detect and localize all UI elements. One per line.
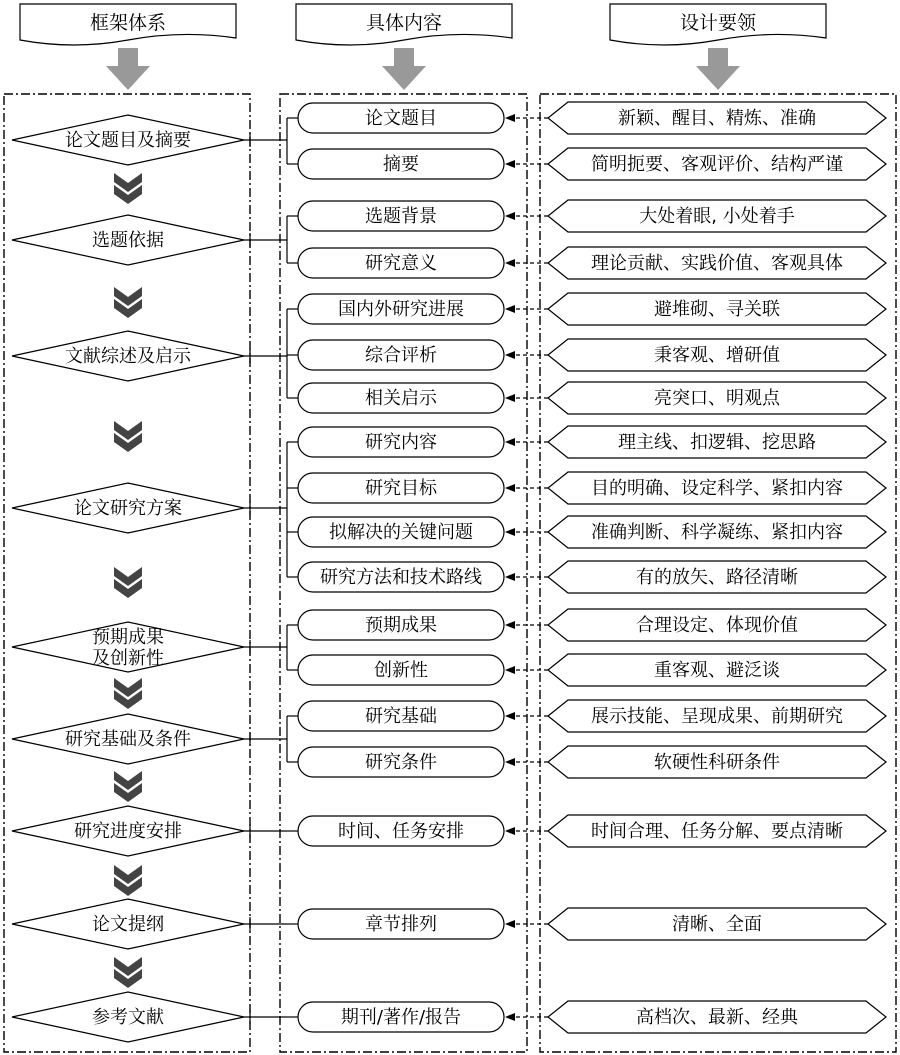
sections-layer: [12, 102, 886, 1042]
content-label: 综合评析: [365, 345, 437, 366]
framework-title: 选题依据: [92, 230, 164, 251]
design-point-label: 有的放矢、路径清晰: [636, 567, 798, 588]
design-point-label: 理主线、扣逻辑、挖思路: [618, 432, 816, 453]
section-5: [12, 609, 886, 686]
gray-arrow-icon: [106, 48, 150, 90]
content-label: 创新性: [374, 660, 428, 681]
design-point-label: 合理设定、体现价值: [636, 615, 798, 636]
framework-title: 研究进度安排: [74, 821, 182, 842]
section-3: [12, 293, 886, 414]
section-1: [12, 102, 886, 180]
gray-arrow-icon: [382, 48, 426, 90]
content-label: 章节排列: [365, 914, 437, 935]
header-framework: [20, 4, 236, 45]
section-2: [12, 200, 886, 279]
framework-title: 研究基础及条件: [65, 729, 191, 750]
design-point-label: 亮突口、明观点: [654, 388, 780, 409]
content-label: 研究意义: [365, 253, 437, 274]
framework-title: 及创新性: [92, 648, 164, 669]
header-design-label: 设计要领: [679, 12, 757, 34]
design-point-label: 时间合理、任务分解、要点清晰: [591, 821, 843, 842]
header-content-label: 具体内容: [365, 12, 443, 34]
design-point-label: 新颖、醒目、精炼、准确: [618, 108, 816, 129]
framework-title: 文献综述及启示: [65, 346, 191, 367]
content-label: 拟解决的关键问题: [329, 522, 473, 543]
header-content: [296, 4, 512, 45]
design-point-label: 展示技能、呈现成果、前期研究: [591, 706, 843, 727]
design-point-label: 重客观、避泛谈: [654, 660, 780, 681]
framework-title: 论文提纲: [92, 914, 164, 935]
design-point-label: 简明扼要、客观评价、结构严谨: [591, 154, 843, 175]
content-label: 研究基础: [365, 706, 437, 727]
content-label: 期刊/著作/报告: [340, 1007, 462, 1028]
gray-arrow-icon: [696, 48, 740, 90]
design-point-label: 大处着眼, 小处着手: [639, 206, 795, 227]
content-label: 摘要: [383, 154, 419, 175]
framework-title: 参考文献: [92, 1007, 164, 1028]
section-8: [12, 899, 886, 949]
design-point-label: 准确判断、科学凝练、紧扣内容: [591, 522, 843, 543]
header-arrows: [106, 48, 740, 90]
header-design: [610, 4, 826, 45]
content-label: 研究目标: [365, 478, 437, 499]
design-point-label: 目的明确、设定科学、紧扣内容: [591, 478, 843, 499]
content-label: 研究条件: [365, 752, 437, 773]
design-point-label: 秉客观、增研值: [654, 345, 780, 366]
design-point-label: 高档次、最新、经典: [636, 1007, 798, 1028]
design-point-label: 软硬性科研条件: [654, 752, 780, 773]
section-6: [12, 700, 886, 778]
framework-title: 论文研究方案: [74, 498, 182, 519]
content-label: 相关启示: [365, 388, 437, 409]
section-7: [12, 806, 886, 856]
framework-title: 预期成果: [92, 627, 164, 648]
design-point-label: 避堆砌、寻关联: [654, 299, 780, 320]
header-framework-label: 框架体系: [89, 12, 167, 34]
content-label: 预期成果: [365, 615, 437, 636]
content-label: 选题背景: [365, 206, 437, 227]
content-label: 时间、任务安排: [338, 821, 464, 842]
design-point-label: 清晰、全面: [672, 914, 762, 935]
content-label: 国内外研究进展: [338, 299, 464, 320]
section-9: [12, 992, 886, 1042]
design-point-label: 理论贡献、实践价值、客观具体: [591, 253, 843, 274]
framework-title: 论文题目及摘要: [65, 130, 191, 151]
content-label: 研究方法和技术路线: [320, 567, 482, 588]
content-label: 研究内容: [365, 432, 437, 453]
content-label: 论文题目: [365, 108, 437, 129]
section-4: [12, 426, 886, 593]
